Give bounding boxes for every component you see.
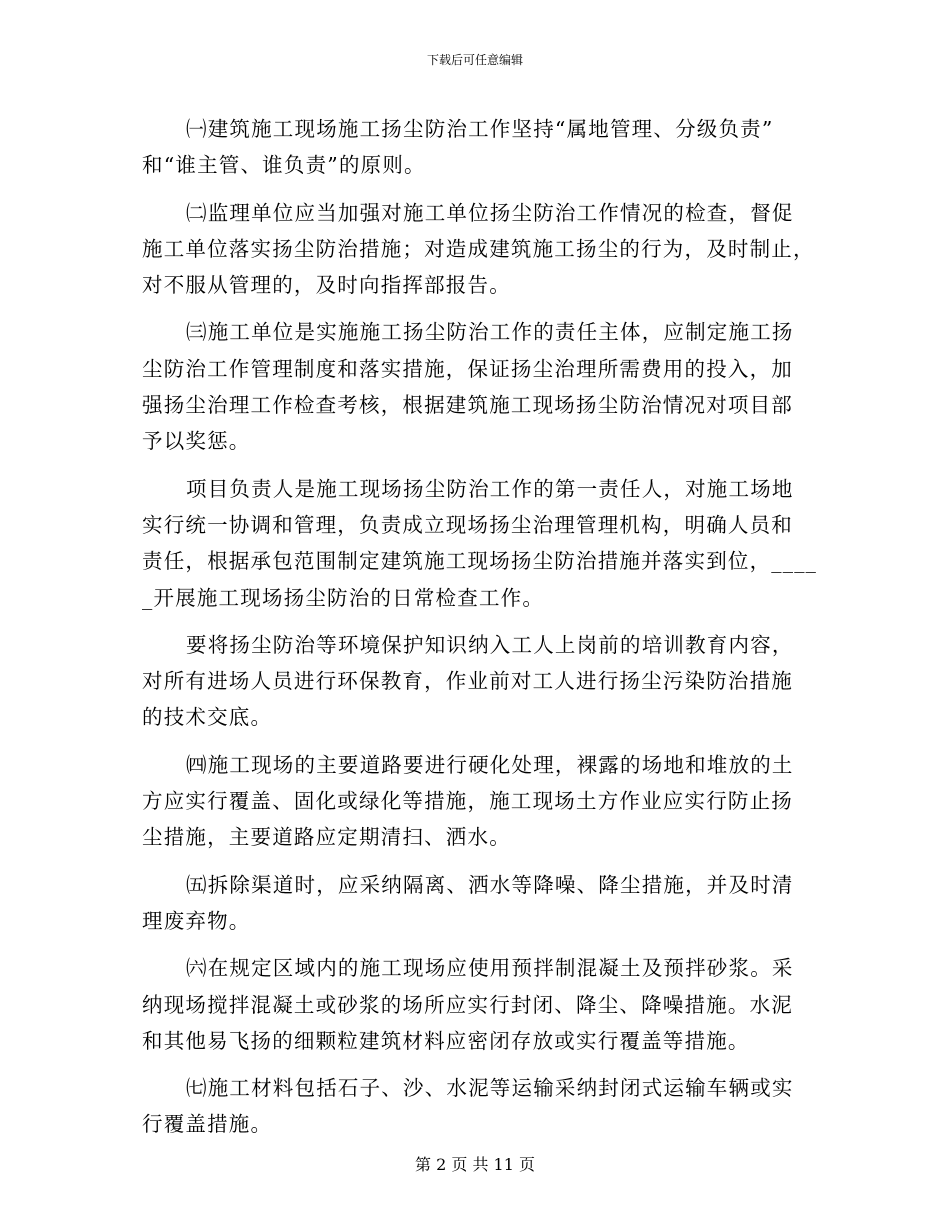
paragraph-line: 行覆盖措施。 [142, 1112, 273, 1137]
paragraph-line: ㈥在规定区域内的施工现场应使用预拌制混凝土及预拌砂浆。采 [186, 956, 794, 981]
paragraph-line: _开展施工现场扬尘防治的日常检查工作。 [142, 585, 545, 610]
paragraph-line: 的技术交底。 [142, 705, 273, 730]
paragraph-line: 对不服从管理的，及时向指挥部报告。 [142, 273, 511, 298]
paragraph-line: 要将扬尘防治等环境保护知识纳入工人上岗前的培训教育内容， [186, 632, 794, 657]
paragraph-line: 实行统一协调和管理，负责成立现场扬尘治理管理机构，明确人员和 [142, 512, 793, 537]
paragraph-line: ㈡监理单位应当加强对施工单位扬尘防治工作情况的检查，督促 [186, 200, 794, 225]
paragraph-line: 尘措施，主要道路应定期清扫、洒水。 [142, 825, 511, 850]
paragraph [142, 471, 818, 616]
page-footer [0, 1155, 950, 1175]
paragraph-line: 纳现场搅拌混凝土或砂浆的场所应实行封闭、降尘、降噪措施。水泥 [142, 992, 793, 1017]
paragraph [142, 314, 810, 459]
paragraph-line: 项目负责人是施工现场扬尘防治工作的第一责任人，对施工场地 [186, 476, 794, 501]
paragraph-line: 予以奖惩。 [142, 429, 251, 454]
paragraph-line: 尘防治工作管理制度和落实措施，保证扬尘治理所需费用的投入，加 [142, 356, 793, 381]
paragraph-line: 和其他易飞扬的细颗粒建筑材料应密闭存放或实行覆盖等措施。 [142, 1028, 750, 1053]
paragraph-line: 责任，根据承包范围制定建筑施工现场扬尘防治措施并落实到位，____ [142, 549, 818, 574]
paragraph-line: ㈠建筑施工现场施工扬尘防治工作坚持“属地管理、分级负责” [186, 117, 774, 141]
paragraph-line: 和“谁主管、谁负责”的原则。 [142, 153, 426, 178]
paragraph [142, 867, 810, 940]
page-header [0, 52, 950, 68]
paragraph-line: ㈣施工现场的主要道路要进行硬化处理，裸露的场地和堆放的土 [186, 752, 794, 777]
paragraph [142, 1070, 810, 1143]
paragraph-line: ㈦施工材料包括石子、沙、水泥等运输采纳封闭式运输车辆或实 [186, 1076, 794, 1101]
paragraph [142, 747, 810, 856]
paragraph [142, 195, 815, 304]
paragraph [142, 627, 810, 736]
paragraph-line: ㈢施工单位是实施施工扬尘防治工作的责任主体，应制定施工扬 [186, 320, 794, 345]
paragraph-line: 强扬尘治理工作检查考核，根据建筑施工现场扬尘防治情况对项目部 [142, 393, 793, 418]
paragraph-line: 对所有进场人员进行环保教育，作业前对工人进行扬尘污染防治措施 [142, 669, 793, 694]
page-header-text: 下载后可任意编辑 [426, 53, 523, 67]
document-body [142, 111, 818, 1154]
paragraph-line: ㈤拆除渠道时，应采纳隔离、洒水等降噪、降尘措施，并及时清 [186, 872, 794, 897]
paragraph-line: 施工单位落实扬尘防治措施；对造成建筑施工扬尘的行为，及时制止， [142, 236, 815, 261]
paragraph-line: 理废弃物。 [142, 908, 251, 933]
page-number: 第 2 页 共 11 页 [415, 1155, 535, 1174]
paragraph-line: 方应实行覆盖、固化或绿化等措施，施工现场土方作业应实行防止扬 [142, 789, 793, 814]
paragraph [142, 950, 810, 1059]
paragraph [142, 111, 810, 184]
